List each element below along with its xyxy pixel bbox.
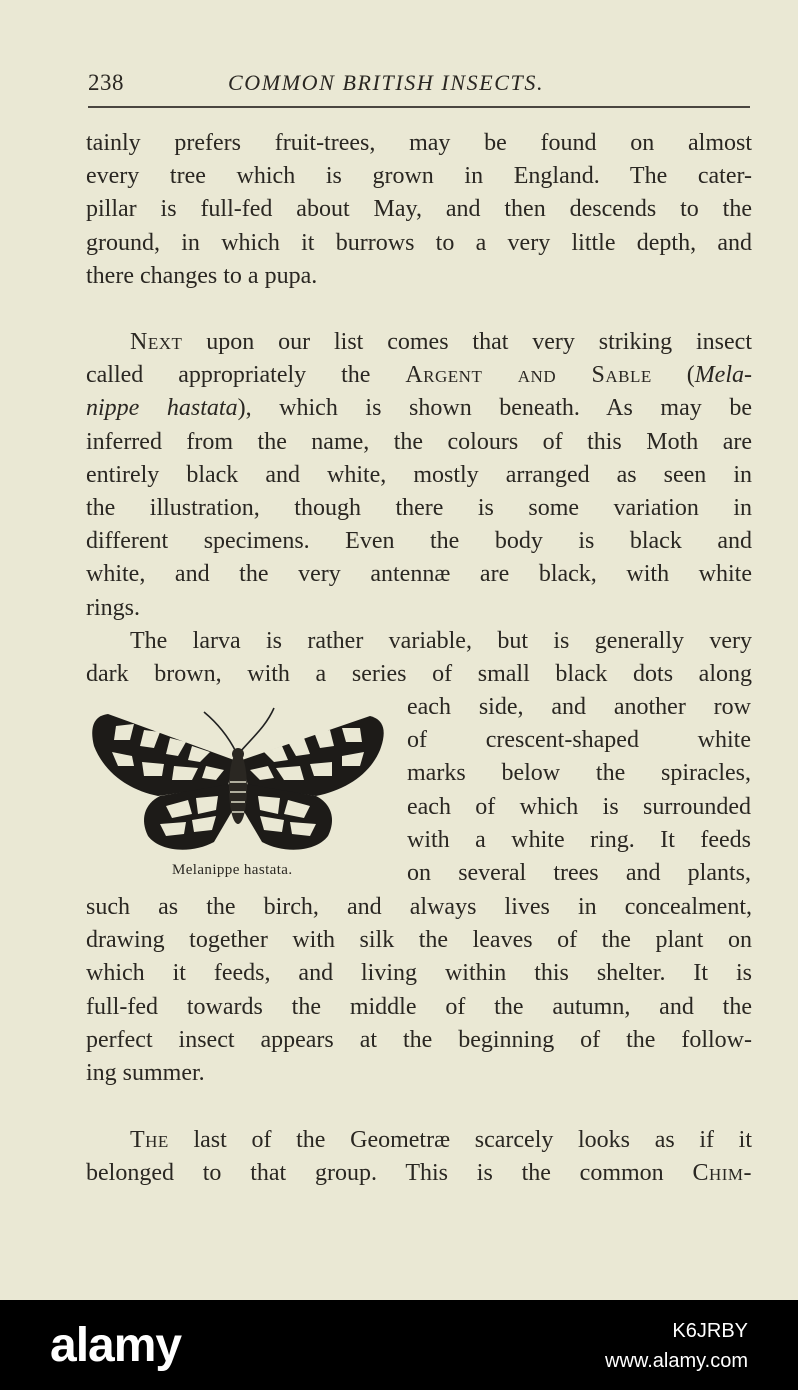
figure-caption: Melanippe hastata. — [172, 862, 293, 878]
line-text: belonged to that group. This is the common — [86, 1160, 693, 1187]
text-line: pillar is full-fed about May, and then descends to the — [86, 196, 752, 223]
line-text: ( — [651, 362, 695, 389]
alamy-logo: alamy — [50, 1319, 182, 1372]
text-line — [86, 359, 752, 392]
text-line: on several trees and plants, — [407, 859, 751, 886]
species-latin-name: Mela- — [694, 362, 752, 389]
watermark-bar — [0, 1300, 798, 1390]
species-common-name: Chim- — [692, 1160, 752, 1187]
text-line: each side, and another row — [407, 694, 751, 720]
lead-word: The — [130, 1127, 169, 1153]
text-line: there changes to a pupa. — [86, 262, 318, 289]
text-line: white, and the very antennæ are black, with white — [86, 561, 752, 588]
text-line: tainly prefers fruit-trees, may be found on almost — [86, 130, 752, 156]
text-line: the illustration, though there is some variation in — [86, 494, 752, 521]
text-line: dark brown, with a series of small black dots along — [86, 661, 752, 688]
text-line: of crescent-shaped white — [407, 727, 751, 754]
text-line: full-fed towards the middle of the autumn, and the — [86, 993, 752, 1020]
text-line: ing summer. — [86, 1059, 205, 1086]
site-url: www.alamy.com — [605, 1350, 748, 1372]
paragraph-3-beside-figure — [407, 691, 751, 890]
page-header — [88, 64, 750, 100]
text-line: perfect insect appears at the beginning of the follow- — [86, 1026, 752, 1053]
text-line: rings. — [86, 594, 140, 621]
image-id: K6JRBY — [672, 1320, 748, 1342]
text-line: inferred from the name, the colours of this Moth are — [86, 428, 752, 455]
moth-figure — [88, 700, 388, 890]
paragraph-1 — [86, 127, 752, 293]
text-line: ground, in which it burrows to a very little depth, and — [86, 229, 752, 256]
text-line: entirely black and white, mostly arranged as seen in — [86, 461, 752, 488]
text-line: with a white ring. It feeds — [407, 826, 751, 853]
line-text: called appropriately the — [86, 362, 406, 389]
text-line: marks below the spiracles, — [407, 760, 751, 787]
page-number: 238 — [88, 70, 124, 95]
text-line — [86, 1157, 752, 1190]
text-line — [86, 392, 752, 425]
paragraph-3-top — [86, 625, 752, 691]
text-line: each of which is surrounded — [407, 793, 751, 820]
line-text: upon our list comes that very striking insect — [182, 329, 752, 355]
moth-illustration — [88, 700, 388, 860]
lead-word: Next — [130, 329, 183, 355]
text-line: different specimens. Even the body is black and — [86, 528, 752, 555]
line-text: ), which is shown beneath. As may be — [237, 395, 752, 422]
line-text: last of the Geometræ scarcely looks as if it — [168, 1127, 752, 1153]
text-line: which it feeds, and living within this shelter. It is — [86, 960, 752, 987]
text-line: such as the birch, and always lives in concealment, — [86, 894, 752, 920]
text-line — [86, 1124, 752, 1157]
paragraph-4 — [86, 1124, 752, 1190]
text-line — [86, 326, 752, 359]
text-line: The larva is rather variable, but is generally very — [130, 628, 752, 654]
species-latin-name: nippe hastata — [86, 395, 238, 422]
header-rule — [88, 106, 750, 108]
text-line: drawing together with silk the leaves of the plant on — [86, 927, 752, 954]
paragraph-2 — [86, 326, 752, 625]
species-common-name: Argent and Sable — [405, 362, 652, 389]
text-line: every tree which is grown in England. The cater- — [86, 163, 752, 190]
paragraph-3-bottom — [86, 891, 752, 1090]
running-title: COMMON BRITISH INSECTS. — [228, 70, 545, 95]
